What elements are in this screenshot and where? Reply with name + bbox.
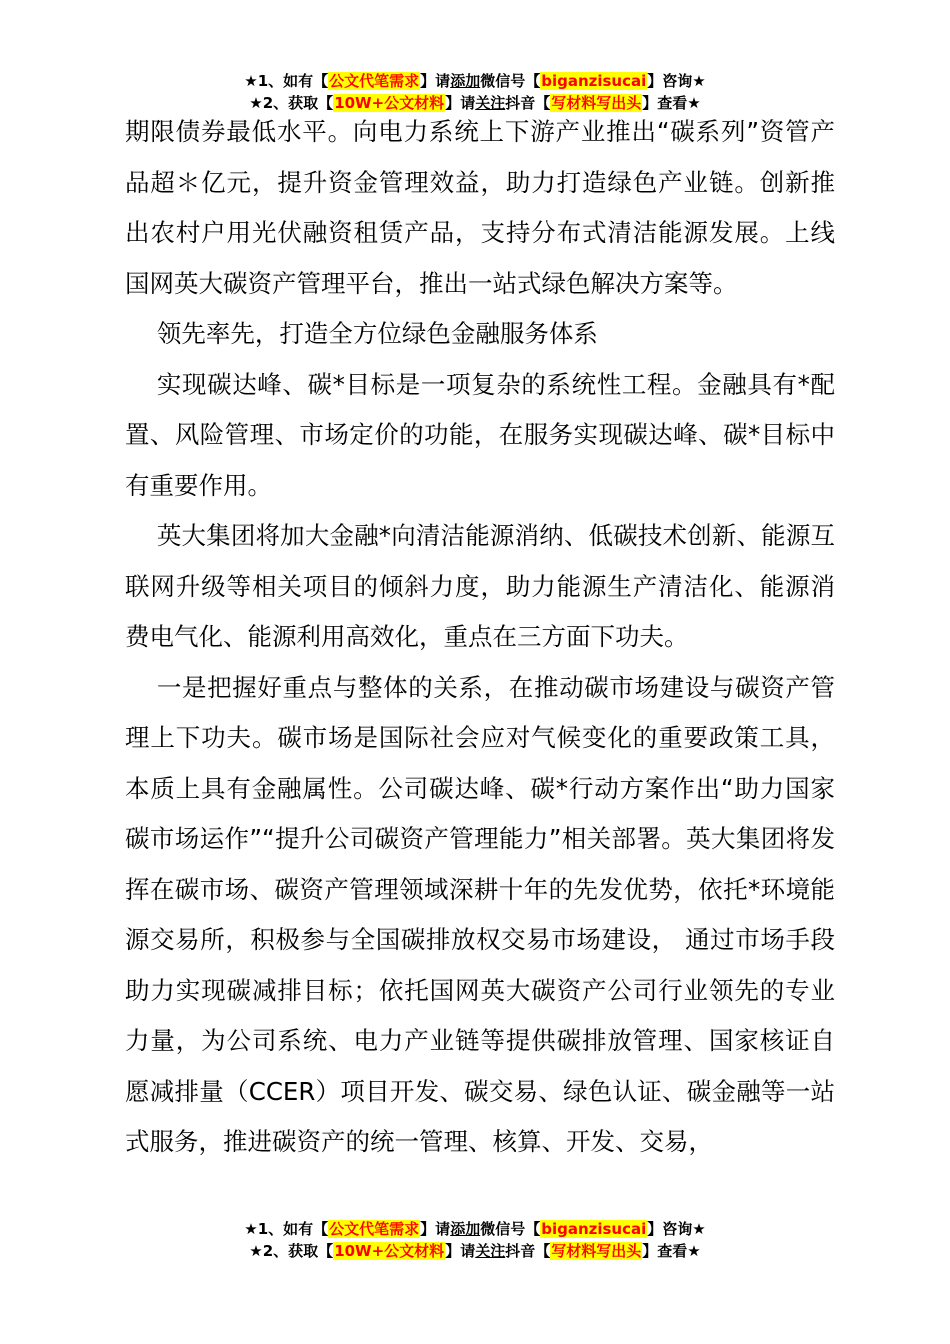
highlight-wechat-id: biganzisucai xyxy=(541,1220,647,1238)
highlight-douyin-account: 写材料写出头 xyxy=(551,94,642,112)
banner-line-1: ★1、如有【公文代笔需求】请添加微信号【biganzisucai】咨询★ xyxy=(244,1220,706,1238)
banner-line-2: ★2、获取【10W+公文材料】请关注抖音【写材料写出头】查看★ xyxy=(249,94,701,112)
section-heading: 领先率先，打造全方位绿色金融服务体系 xyxy=(156,319,598,348)
highlight-materials: 10W+公文材料 xyxy=(334,94,445,112)
highlight-wechat-id: biganzisucai xyxy=(541,72,647,90)
highlight-materials: 10W+公文材料 xyxy=(334,1242,445,1260)
highlight-service: 公文代笔需求 xyxy=(329,1220,420,1238)
paragraph: 英大集团将加大金融*向清洁能源消纳、低碳技术创新、能源互联网升级等相关项目的倾斜力度，助力能源生产清洁化、能源消费电气化、能源利用高效化，重点在三方面下功夫。 xyxy=(125,521,835,651)
paragraph: 实现碳达峰、碳*目标是一项复杂的系统性工程。金融具有*配置、风险管理、市场定价的功能，在服务实现碳达峰、碳*目标中有重要作用。 xyxy=(125,369,835,500)
paragraph-continued: 期限债券最低水平。向电力系统上下游产业推出“碳系列”资管产品超＊亿元，提升资金管理效益，助力打造绿色产业链。创新推出农村户用光伏融资租赁产品，支持分布式清洁能源发展。上线国网英大碳资产管理平台，推出一站式绿色解决方案等。 xyxy=(125,117,835,298)
paragraph: 一是把握好重点与整体的关系，在推动碳市场建设与碳资产管理上下功夫。碳市场是国际社会应对气候变化的重要政策工具，本质上具有金融属性。公司碳达峰、碳*行动方案作出“助力国家碳市场运作”“提升公司碳资产管理能力”相关部署。英大集团将发挥在碳市场、碳资产管理领域深耕十年的先发优势，依托*环境能源交易所，积极参与全国碳排放权交易市场建设， 通过市场手段助力实现碳减排目标；依托国网英大碳资产公司行业领先的专业力量，为公司系统、电力产业链等提供碳排放管理、国家核证自愿减排量（CCER）项目开发、碳交易、绿色认证、碳金融等一站式服务，推进碳资产的统一管理、核算、开发、交易， xyxy=(125,672,835,1156)
highlight-douyin-account: 写材料写出头 xyxy=(551,1242,642,1260)
highlight-service: 公文代笔需求 xyxy=(329,72,420,90)
banner-line-1: ★1、如有【公文代笔需求】请添加微信号【biganzisucai】咨询★ xyxy=(244,72,706,90)
footer-banner xyxy=(0,1218,950,1262)
banner-line-2: ★2、获取【10W+公文材料】请关注抖音【写材料写出头】查看★ xyxy=(249,1242,701,1260)
document-body xyxy=(125,107,835,1168)
